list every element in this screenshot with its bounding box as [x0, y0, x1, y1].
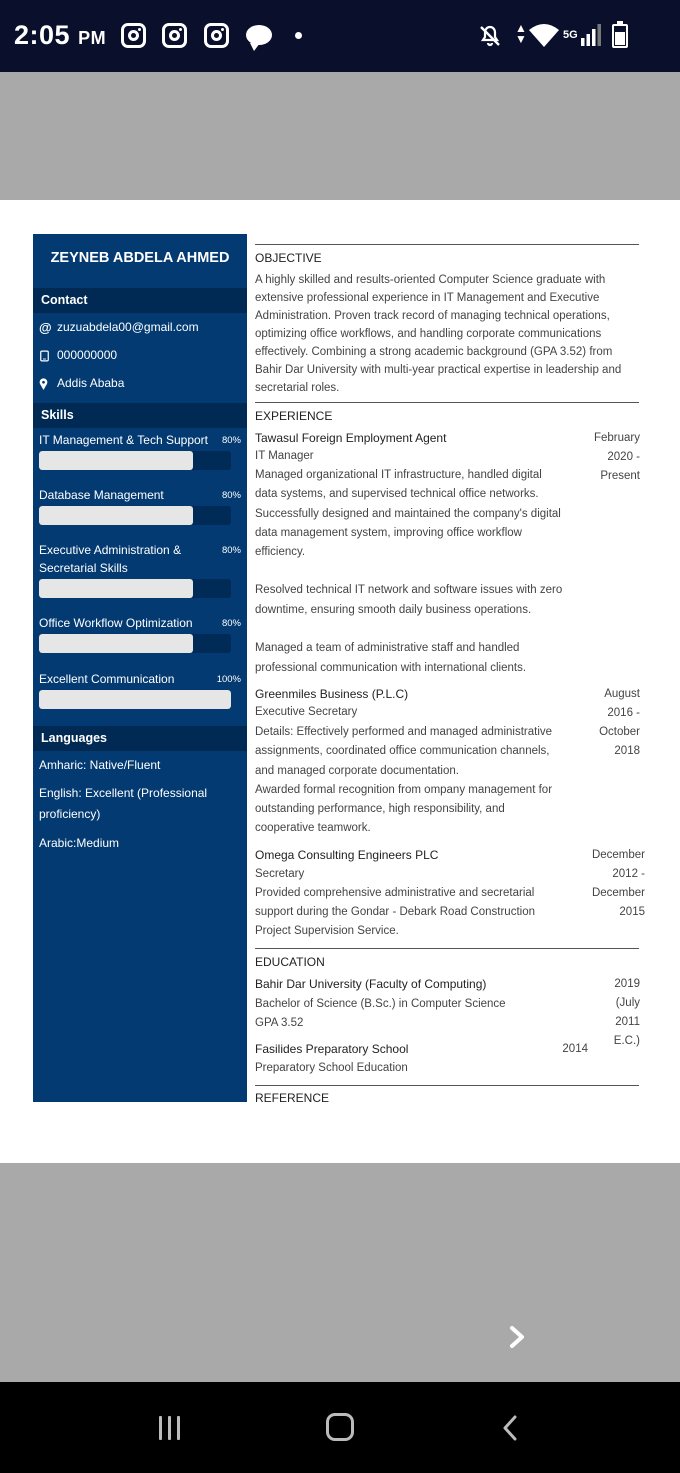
- network-type: 5G: [563, 29, 578, 41]
- date-line: 2014: [562, 1043, 588, 1055]
- recent-apps-button[interactable]: [157, 1416, 183, 1440]
- job-description-line: Managed organizational IT infrastructure, handled digital: [255, 469, 542, 481]
- skill-percent: 80%: [221, 545, 241, 556]
- instagram-icon: [121, 23, 146, 48]
- job-description-line: downtime, ensuring smooth daily business operations.: [255, 604, 532, 616]
- date-line: E.C.): [613, 1035, 640, 1047]
- instagram-icon: [204, 23, 229, 48]
- job-description-line: efficiency.: [255, 546, 306, 558]
- job-dates: [599, 685, 640, 761]
- date-line: August: [604, 688, 640, 700]
- school-detail-line: GPA 3.52: [255, 1017, 304, 1029]
- contact-heading: Contact: [33, 288, 247, 313]
- job-description-line: Project Supervision Service.: [255, 925, 399, 937]
- section-divider: [255, 402, 639, 403]
- email-text: zuzuabdela00@gmail.com: [57, 320, 199, 334]
- job-description-line: Details: Effectively performed and managed administrative: [255, 726, 553, 738]
- section-divider: [255, 948, 639, 949]
- status-bar: [0, 0, 680, 72]
- date-line: December: [591, 887, 645, 899]
- skill-bar: [39, 579, 231, 598]
- school-detail-line: Bachelor of Science (B.Sc.) in Computer Science: [255, 998, 506, 1010]
- objective-text: A highly skilled and results-oriented Computer Science graduate with extensive professional experience in IT Management and Executive Administration. Proven track record of managing technical operations, optimizing office workflows, and handling corporate communications effectively. Combining a strong academic background (GPA 3.52) from Bahir Dar University with multi-year practical expertise in leadership and secretarial roles.: [255, 274, 622, 394]
- skill-bar: [39, 451, 231, 470]
- skills-heading: Skills: [33, 403, 247, 428]
- skill-bar: [39, 634, 231, 653]
- job-description-line: Managed a team of administrative staff and handled: [255, 642, 520, 654]
- back-button[interactable]: [498, 1413, 522, 1443]
- objective-heading: OBJECTIVE: [255, 251, 322, 265]
- skill-bar-fill: [39, 579, 193, 598]
- date-line: February: [593, 432, 640, 444]
- school-detail-line: Preparatory School Education: [255, 1062, 408, 1074]
- data-transfer-icon: ▲ ▼: [515, 21, 527, 46]
- date-line: 2020 -: [607, 451, 640, 463]
- resume-page: [0, 200, 680, 1163]
- clock: [14, 20, 106, 51]
- phone-text: 000000000: [57, 348, 118, 362]
- job-description-line: Resolved technical IT network and software issues with zero: [255, 584, 563, 596]
- skill-label: Excellent Communication: [39, 672, 175, 686]
- job-role: Executive Secretary: [255, 706, 358, 718]
- location-pin-icon: [39, 378, 48, 390]
- signal-strength-icon: [580, 24, 602, 46]
- date-line: (July: [615, 997, 640, 1009]
- skill-bar-fill: [39, 506, 193, 525]
- date-line: 2019: [614, 978, 640, 990]
- job-dates: [594, 429, 640, 486]
- skill-percent: 80%: [221, 490, 241, 501]
- skill-bar: [39, 506, 231, 525]
- instagram-icon: [162, 23, 187, 48]
- section-divider: [255, 244, 639, 245]
- date-line: 2012 -: [612, 868, 645, 880]
- location-text: Addis Ababa: [57, 376, 125, 390]
- job-company: Omega Consulting Engineers PLC: [255, 848, 439, 862]
- candidate-name: ZEYNEB ABDELA AHMED: [50, 250, 230, 266]
- job-description-line: and managed corporate documentation.: [255, 765, 459, 777]
- date-line: 2018: [614, 745, 640, 757]
- skill-label: Database Management: [39, 488, 164, 502]
- more-notifications-dot-icon: [295, 32, 302, 39]
- language-item: English: Excellent (Professional proficiency): [39, 786, 208, 821]
- wifi-icon: [528, 22, 560, 48]
- job-description-line: data management system, improving office workflow: [255, 527, 522, 539]
- bell-muted-icon: [478, 24, 502, 48]
- system-nav-bar: [0, 1382, 680, 1473]
- skill-percent: 80%: [221, 618, 241, 629]
- chat-bubble-icon: [246, 25, 272, 45]
- school-name: Fasilides Preparatory School: [255, 1042, 409, 1056]
- date-line: October: [599, 726, 640, 738]
- home-button[interactable]: [326, 1413, 354, 1441]
- skill-bar-fill: [39, 690, 231, 709]
- job-company: Greenmiles Business (P.L.C): [255, 687, 409, 701]
- language-item: Arabic:Medium: [39, 836, 120, 850]
- job-description-line: cooperative teamwork.: [255, 822, 371, 834]
- school-name: Bahir Dar University (Faculty of Computing): [255, 977, 487, 991]
- battery-icon: [612, 24, 628, 48]
- job-description-line: support during the Gondar - Debark Road Construction: [255, 906, 535, 918]
- date-line: December: [591, 849, 645, 861]
- section-divider: [255, 1085, 639, 1086]
- job-description-line: Provided comprehensive administrative and secretarial: [255, 887, 535, 899]
- school-dates: [614, 975, 640, 1051]
- job-dates: [592, 846, 645, 922]
- date-line: Present: [600, 470, 640, 482]
- clock-ampm: PM: [78, 28, 107, 48]
- job-company: Tawasul Foreign Employment Agent: [255, 431, 447, 445]
- languages-heading: Languages: [33, 726, 247, 751]
- job-description-line: assignments, coordinated office communication channels,: [255, 745, 550, 757]
- skill-label: IT Management & Tech Support: [39, 433, 208, 447]
- date-line: 2011: [615, 1016, 640, 1028]
- phone-icon: [40, 350, 49, 362]
- resume-sidebar: [33, 234, 247, 1102]
- job-role: IT Manager: [255, 450, 314, 462]
- date-line: 2016 -: [607, 707, 640, 719]
- reference-heading: REFERENCE: [255, 1091, 330, 1105]
- experience-heading: EXPERIENCE: [255, 409, 333, 423]
- skill-bar-fill: [39, 451, 193, 470]
- school-dates: [562, 1040, 588, 1059]
- skill-label: Executive Administration & Secretarial Skills: [39, 543, 182, 575]
- job-description-line: professional communication with international clients.: [255, 662, 527, 674]
- job-description-line: Awarded formal recognition from ompany management for: [255, 784, 553, 796]
- skill-bar: [39, 690, 231, 709]
- at-sign-icon: @: [39, 320, 52, 335]
- skill-bar-fill: [39, 634, 193, 653]
- skill-label: Office Workflow Optimization: [39, 616, 193, 630]
- skill-percent: 100%: [216, 674, 241, 685]
- skill-percent: 80%: [221, 435, 241, 446]
- education-heading: EDUCATION: [255, 955, 325, 969]
- job-description-line: Successfully designed and maintained the company's digital: [255, 508, 561, 520]
- job-description-line: outstanding performance, high responsibility, and: [255, 803, 505, 815]
- job-description-line: data systems, and supervised technical office networks.: [255, 488, 539, 500]
- date-line: 2015: [619, 906, 645, 918]
- next-page-chevron-icon[interactable]: [505, 1322, 529, 1352]
- job-role: Secretary: [255, 868, 305, 880]
- clock-time: 2:05: [14, 20, 71, 50]
- language-item: Amharic: Native/Fluent: [39, 758, 161, 772]
